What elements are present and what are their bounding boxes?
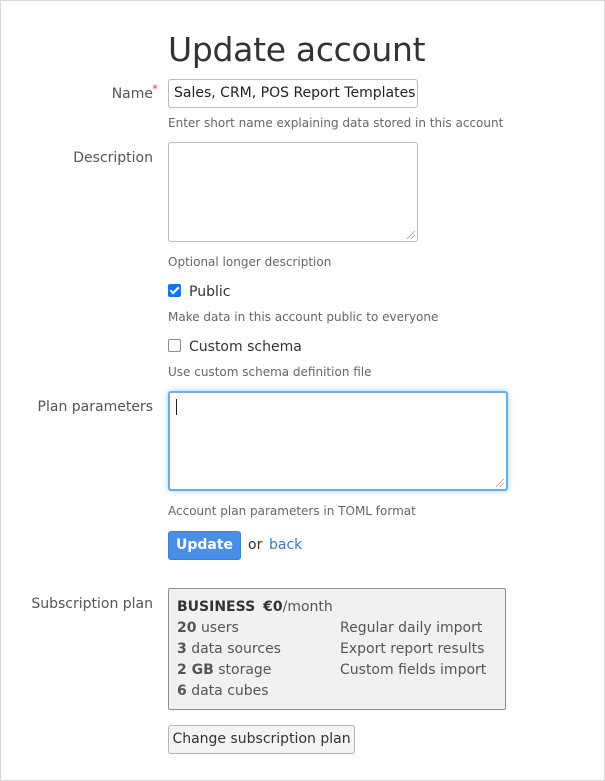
custom-schema-help: Use custom schema definition file [168,365,372,379]
public-checkbox-row[interactable] [168,284,230,300]
plan-limit-text: data sources [191,641,281,657]
plan-limit-value: 3 [177,641,187,657]
plan-price: €0 [263,599,283,615]
custom-schema-checkbox[interactable] [168,339,181,352]
plan-feature: Custom fields import [340,662,487,678]
resize-handle-icon[interactable] [407,231,415,239]
subscription-plan-box [168,588,506,710]
back-link[interactable]: back [269,537,303,553]
required-mark: * [152,82,158,96]
plan-name: BUSINESS [177,599,256,615]
plan-feature: Export report results [340,641,485,657]
custom-schema-checkbox-row[interactable] [168,339,302,355]
plan-parameters-label: Plan parameters [37,399,153,415]
plan-limit-value: 2 GB [177,662,214,678]
custom-schema-label: Custom schema [189,339,302,355]
page-title: Update account [168,30,426,69]
plan-feature: Regular daily import [340,620,483,636]
or-text: or [248,537,263,553]
plan-limit-value: 6 [177,683,187,699]
subscription-plan-label: Subscription plan [31,596,153,612]
name-label [0,82,158,102]
description-label: Description [73,150,153,166]
update-button[interactable]: Update [168,531,241,560]
description-textarea[interactable] [168,142,418,242]
plan-limit-text: data cubes [191,683,269,699]
plan-limit [177,662,271,678]
plan-limit [177,620,239,636]
plan-period: /month [282,599,333,615]
name-label-text: Name [111,86,153,102]
plan-limit-value: 20 [177,620,197,636]
plan-parameters-help: Account plan parameters in TOML format [168,504,416,518]
plan-title [177,599,333,615]
plan-parameters-textarea[interactable] [168,391,508,491]
public-help: Make data in this account public to everyone [168,310,439,324]
name-input[interactable]: Sales, CRM, POS Report Templates [168,79,418,108]
resize-handle-icon[interactable] [496,479,504,487]
plan-limit [177,641,281,657]
name-help: Enter short name explaining data stored in this account [168,116,504,130]
plan-limit-text: users [200,620,239,636]
plan-limit-text: storage [218,662,272,678]
public-label: Public [189,284,231,300]
description-help: Optional longer description [168,255,332,269]
text-caret [176,399,177,415]
public-checkbox[interactable] [168,284,181,297]
change-subscription-plan-button[interactable]: Change subscription plan [168,725,355,754]
plan-limit [177,683,269,699]
